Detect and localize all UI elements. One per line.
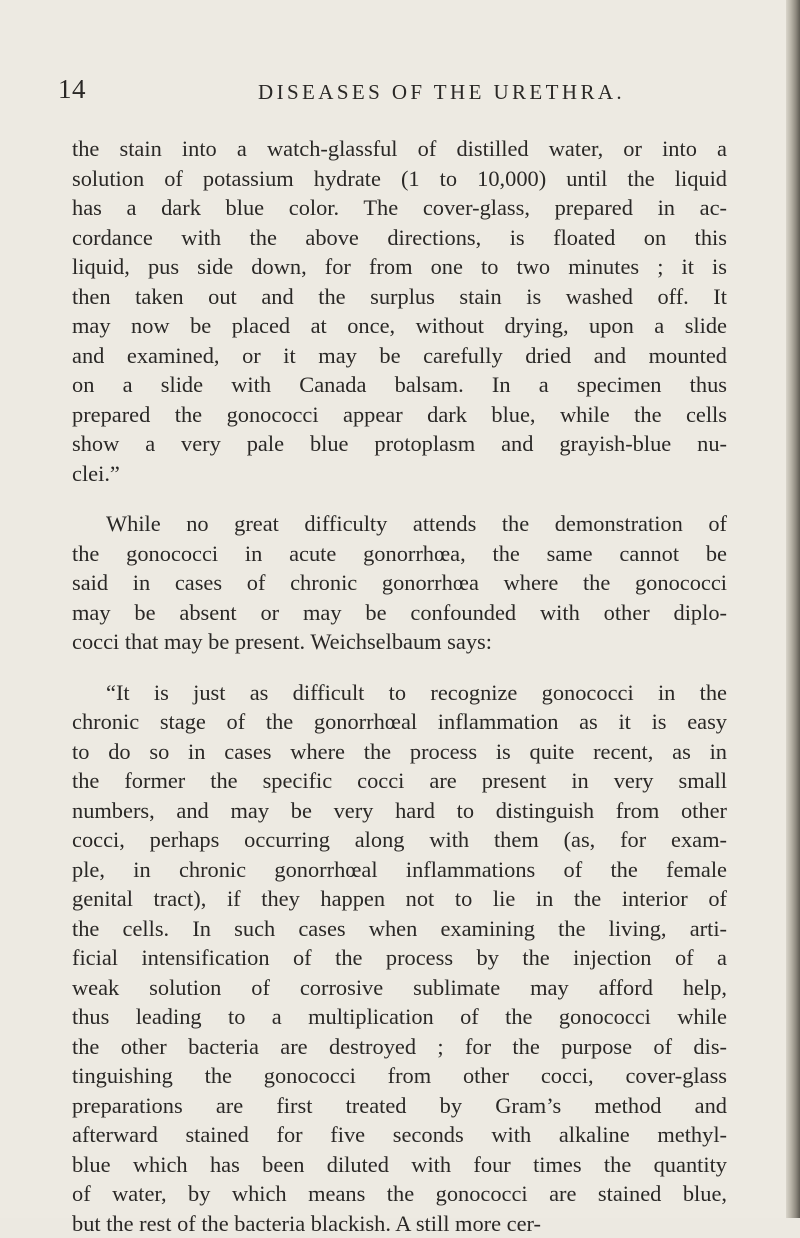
text-line: afterward stained for five seconds with alkaline methyl- <box>72 1120 727 1150</box>
page-number: 14 <box>58 74 86 105</box>
text-line: ficial intensification of the process by the injection of a <box>72 943 727 973</box>
page-header <box>58 74 718 110</box>
text-line: cocci that may be present. Weichselbaum says: <box>72 627 727 657</box>
text-line: show a very pale blue protoplasm and grayish-blue nu- <box>72 429 727 459</box>
text-line: preparations are first treated by Gram’s method and <box>72 1091 727 1121</box>
text-line: liquid, pus side down, for from one to two minutes ; it is <box>72 252 727 282</box>
text-line: weak solution of corrosive sublimate may afford help, <box>72 973 727 1003</box>
text-line: the cells. In such cases when examining the living, arti- <box>72 914 727 944</box>
text-line: the other bacteria are destroyed ; for the purpose of dis- <box>72 1032 727 1062</box>
text-line: ple, in chronic gonorrhœal inflammations of the female <box>72 855 727 885</box>
text-line: has a dark blue color. The cover-glass, prepared in ac- <box>72 193 727 223</box>
text-line: tinguishing the gonococci from other cocci, cover-glass <box>72 1061 727 1091</box>
running-head: DISEASES OF THE URETHRA. <box>258 80 625 105</box>
text-line: clei.” <box>72 459 727 489</box>
paragraph-gap <box>72 488 727 509</box>
text-line: but the rest of the bacteria blackish. A still more cer- <box>72 1209 727 1238</box>
paragraph <box>72 509 727 657</box>
text-line: then taken out and the surplus stain is washed off. It <box>72 282 727 312</box>
text-line: thus leading to a multiplication of the gonococci while <box>72 1002 727 1032</box>
text-line: may now be placed at once, without drying, upon a slide <box>72 311 727 341</box>
text-line: the stain into a watch-glassful of distilled water, or into a <box>72 134 727 164</box>
text-line: “It is just as difficult to recognize gonococci in the <box>72 678 727 708</box>
text-line: the gonococci in acute gonorrhœa, the same cannot be <box>72 539 727 569</box>
text-line: said in cases of chronic gonorrhœa where the gonococci <box>72 568 727 598</box>
text-line: genital tract), if they happen not to lie in the interior of <box>72 884 727 914</box>
paragraph <box>72 134 727 488</box>
text-line: numbers, and may be very hard to distinguish from other <box>72 796 727 826</box>
text-line: the former the specific cocci are present in very small <box>72 766 727 796</box>
text-line: cordance with the above directions, is floated on this <box>72 223 727 253</box>
text-line: blue which has been diluted with four times the quantity <box>72 1150 727 1180</box>
paragraph-gap <box>72 657 727 678</box>
text-line: of water, by which means the gonococci are stained blue, <box>72 1179 727 1209</box>
text-line: cocci, perhaps occurring along with them (as, for exam- <box>72 825 727 855</box>
paragraph <box>72 678 727 1238</box>
text-line: prepared the gonococci appear dark blue, while the cells <box>72 400 727 430</box>
text-line: to do so in cases where the process is quite recent, as in <box>72 737 727 767</box>
text-line: While no great difficulty attends the demonstration of <box>72 509 727 539</box>
text-line: on a slide with Canada balsam. In a specimen thus <box>72 370 727 400</box>
text-line: may be absent or may be confounded with other diplo- <box>72 598 727 628</box>
text-line: and examined, or it may be carefully dried and mounted <box>72 341 727 371</box>
page-body-text <box>72 134 727 1238</box>
page-edge-shadow <box>786 0 800 1218</box>
text-line: solution of potassium hydrate (1 to 10,000) until the liquid <box>72 164 727 194</box>
text-line: chronic stage of the gonorrhœal inflammation as it is easy <box>72 707 727 737</box>
